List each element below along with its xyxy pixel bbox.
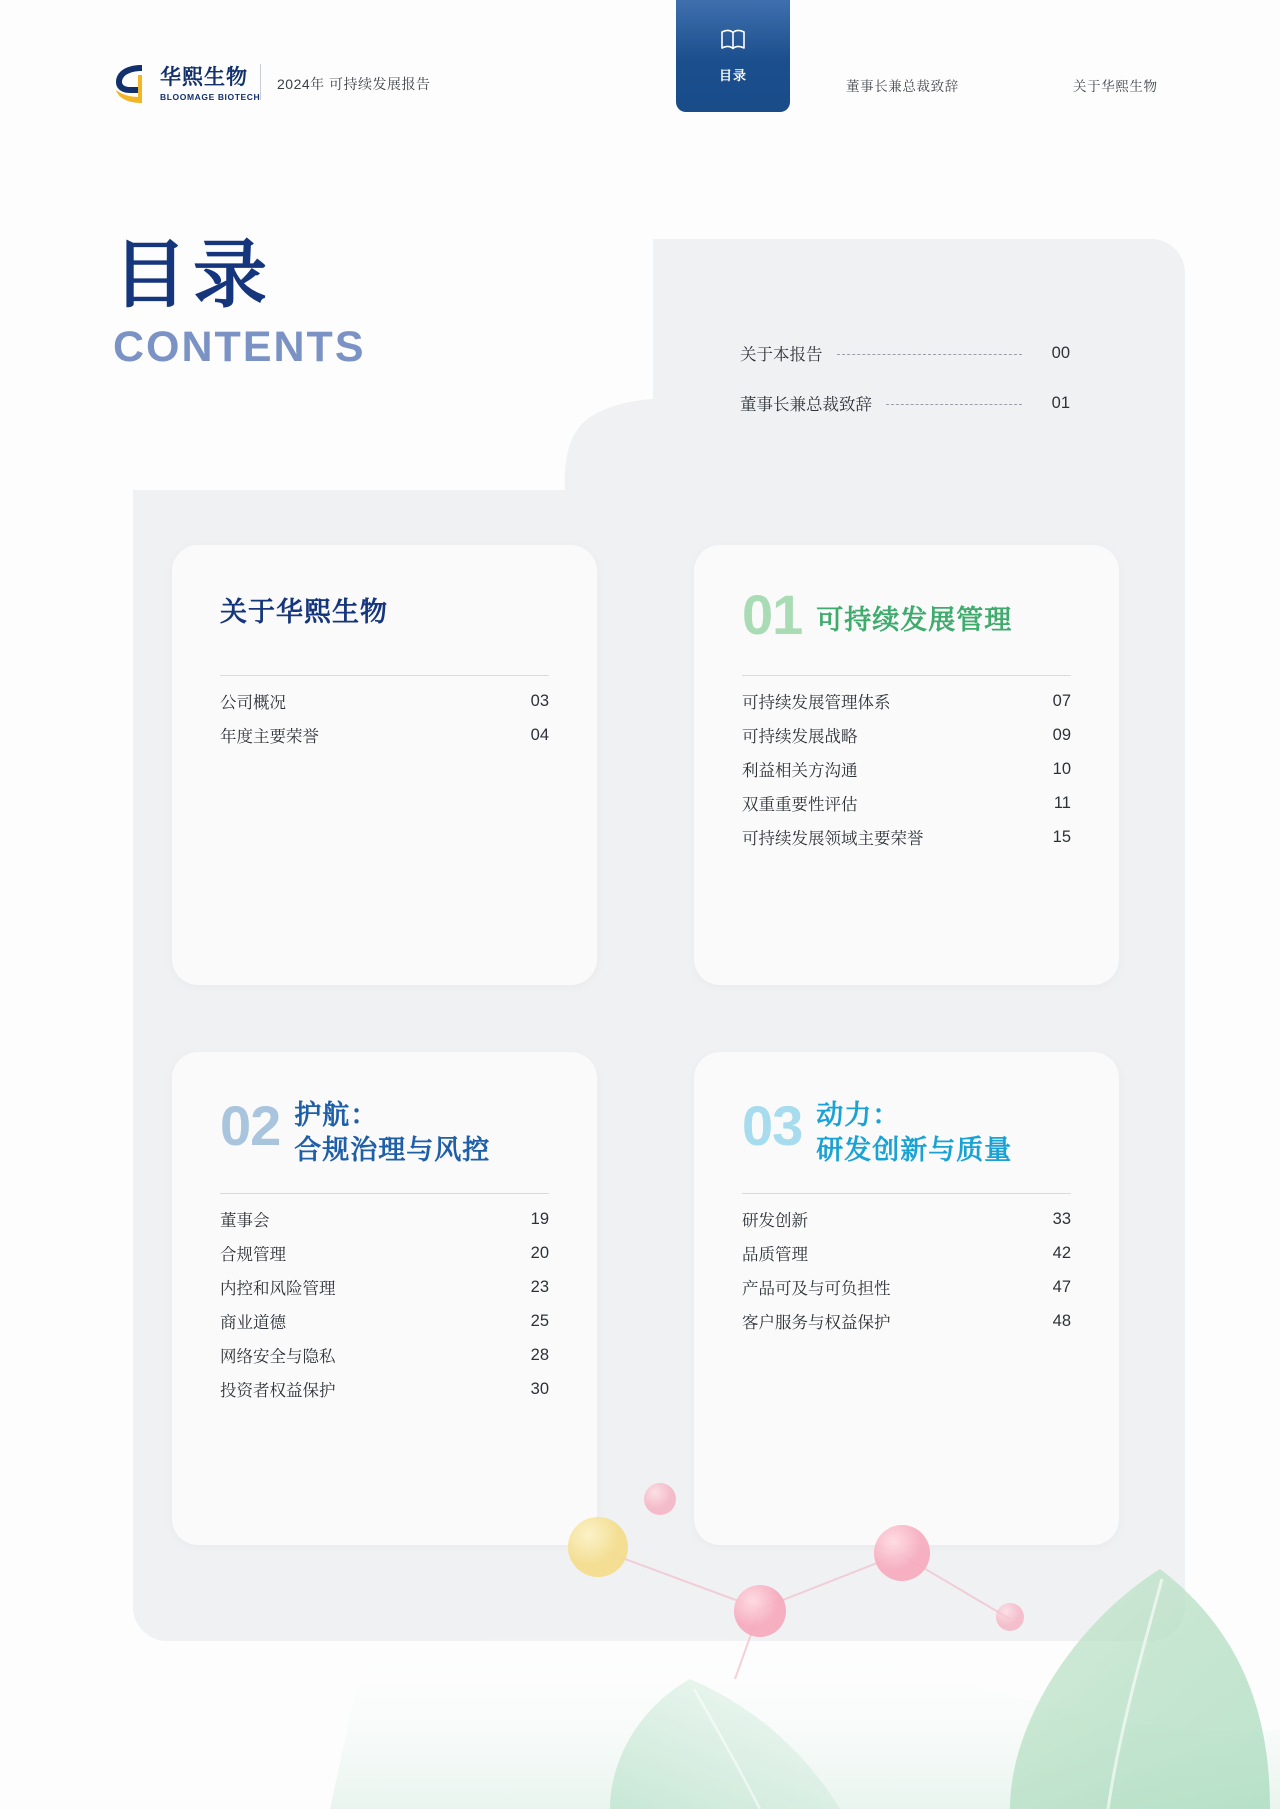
card-divider [220, 1193, 549, 1194]
list-item-page: 19 [530, 1209, 549, 1228]
list-item[interactable] [220, 1270, 549, 1304]
list-item-label: 内控和风险管理 [220, 1280, 336, 1299]
toc-dot-leader [837, 354, 1023, 355]
card-title: 可持续发展管理 [816, 605, 1013, 635]
list-item-page: 48 [1052, 1311, 1071, 1330]
list-item-label: 年度主要荣誉 [220, 728, 319, 746]
page-title-en: CONTENTS [113, 322, 366, 371]
list-item-label: 产品可及与可负担性 [742, 1280, 891, 1299]
list-item-label: 利益相关方沟通 [742, 762, 858, 780]
card-toc-list [742, 684, 1071, 854]
card-rd-innovation-quality[interactable] [694, 1052, 1119, 1545]
card-header [742, 583, 1071, 649]
list-item-label: 可持续发展管理体系 [742, 694, 891, 712]
card-number: 01 [742, 583, 803, 646]
list-item[interactable] [742, 752, 1071, 786]
top-navigation [0, 0, 1280, 130]
list-item-label: 合规管理 [220, 1246, 286, 1265]
list-item-page: 10 [1052, 759, 1071, 778]
list-item[interactable] [742, 1236, 1071, 1270]
card-title-line2: 研发创新与质量 [816, 1134, 1013, 1165]
toc-entry-label: 董事长兼总裁致辞 [740, 396, 872, 414]
list-item[interactable] [220, 1236, 549, 1270]
top-level-toc [740, 328, 1070, 428]
page-title-cn: 目录 [113, 233, 273, 316]
list-item-label: 可持续发展战略 [742, 728, 858, 746]
list-item-label: 双重重要性评估 [742, 796, 858, 814]
card-toc-list [742, 1202, 1071, 1338]
toc-entry-page: 01 [1051, 393, 1070, 412]
list-item-page: 09 [1052, 725, 1071, 744]
card-number: 03 [742, 1094, 803, 1157]
list-item-page: 28 [530, 1345, 549, 1364]
list-item-label: 投资者权益保护 [220, 1382, 336, 1401]
card-number: 02 [220, 1094, 281, 1157]
list-item[interactable] [220, 1202, 549, 1236]
tab-contents[interactable] [676, 0, 790, 112]
card-divider [742, 675, 1071, 676]
card-header [220, 589, 549, 649]
toc-entry-page: 00 [1051, 343, 1070, 362]
list-item-page: 15 [1052, 827, 1071, 846]
card-sustainability-management[interactable] [694, 545, 1119, 985]
list-item[interactable] [742, 1304, 1071, 1338]
nav-divider [260, 64, 261, 100]
bloomage-swoosh-icon [112, 62, 150, 106]
list-item-label: 公司概况 [220, 694, 286, 712]
list-item[interactable] [220, 1304, 549, 1338]
list-item-page: 47 [1052, 1277, 1071, 1296]
toc-entry-chairman-message[interactable] [740, 378, 1070, 428]
toc-dot-leader [886, 404, 1022, 405]
list-item[interactable] [742, 684, 1071, 718]
card-compliance-governance[interactable] [172, 1052, 597, 1545]
list-item-label: 品质管理 [742, 1246, 808, 1265]
list-item-label: 董事会 [220, 1212, 270, 1231]
toc-entry-label: 关于本报告 [740, 346, 823, 364]
list-item-label: 网络安全与隐私 [220, 1348, 336, 1367]
list-item[interactable] [220, 1372, 549, 1406]
list-item-page: 25 [530, 1311, 549, 1330]
list-item-label: 研发创新 [742, 1212, 808, 1231]
list-item[interactable] [742, 820, 1071, 854]
card-title-line2: 合规治理与风控 [294, 1134, 491, 1165]
list-item[interactable] [220, 718, 549, 752]
list-item-page: 33 [1052, 1209, 1071, 1228]
brand-logo[interactable] [112, 62, 260, 106]
card-title-line1: 护航： [294, 1100, 379, 1130]
card-header [220, 1096, 549, 1167]
list-item-page: 11 [1053, 793, 1071, 812]
card-about-bloomage[interactable] [172, 545, 597, 985]
toc-entry-about-report[interactable] [740, 328, 1070, 378]
list-item-label: 可持续发展领域主要荣誉 [742, 830, 924, 848]
page-title [113, 233, 366, 371]
list-item-page: 03 [530, 691, 549, 710]
list-item-page: 23 [530, 1277, 549, 1296]
tab-contents-label: 目录 [718, 68, 747, 83]
nav-link-about-bloomage[interactable]: 关于华熙生物 [1073, 79, 1158, 94]
list-item[interactable] [742, 1270, 1071, 1304]
report-title: 2024年 可持续发展报告 [277, 76, 431, 92]
list-item-page: 07 [1052, 691, 1071, 710]
brand-name-en: BLOOMAGE BIOTECH [160, 92, 261, 103]
card-divider [220, 675, 549, 676]
list-item-page: 30 [530, 1379, 549, 1398]
nav-link-chairman-message[interactable]: 董事长兼总裁致辞 [846, 79, 959, 94]
list-item[interactable] [742, 1202, 1071, 1236]
list-item[interactable] [742, 786, 1071, 820]
list-item-page: 20 [530, 1243, 549, 1262]
list-item-label: 商业道德 [220, 1314, 286, 1333]
list-item-label: 客户服务与权益保护 [742, 1314, 891, 1333]
card-title-line1: 动力： [816, 1100, 901, 1130]
list-item[interactable] [220, 1338, 549, 1372]
list-item-page: 04 [530, 725, 549, 744]
open-book-icon [720, 28, 746, 57]
card-toc-list [220, 1202, 549, 1406]
list-item-page: 42 [1052, 1243, 1071, 1262]
card-title: 关于华熙生物 [220, 597, 388, 627]
list-item[interactable] [742, 718, 1071, 752]
card-header [742, 1096, 1071, 1167]
card-toc-list [220, 684, 549, 752]
brand-name-cn: 华熙生物 [160, 65, 248, 89]
card-divider [742, 1193, 1071, 1194]
list-item[interactable] [220, 684, 549, 718]
